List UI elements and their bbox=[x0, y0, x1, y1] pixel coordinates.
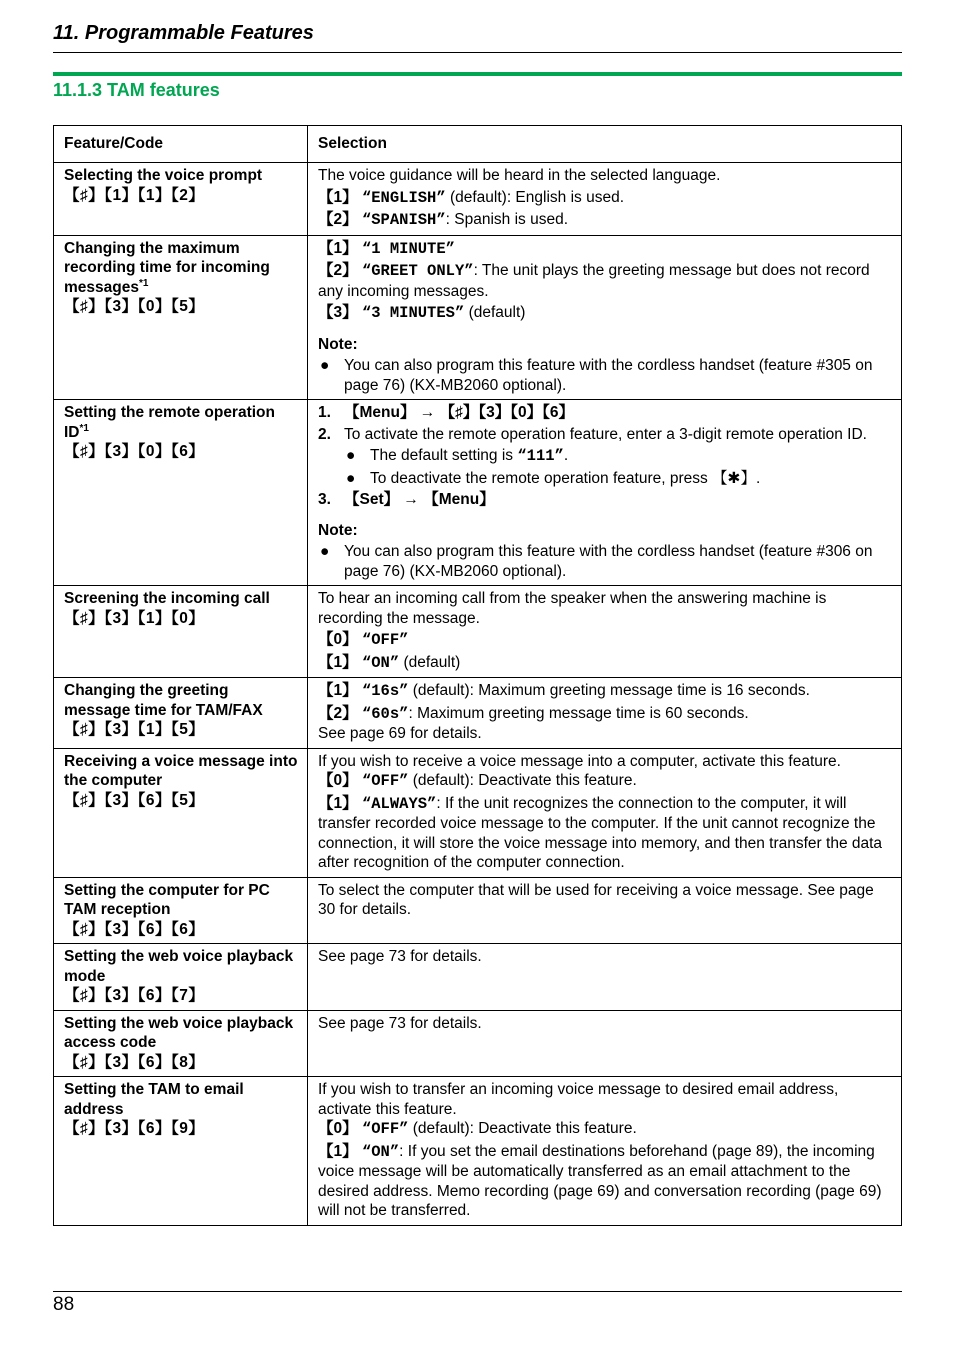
feature-name: Setting the TAM to email address bbox=[64, 1081, 244, 1118]
feature-code: 【♯】【3】【6】【6】 bbox=[64, 920, 205, 938]
step-1: 1. 【Menu】 → 【♯】【3】【0】【6】 bbox=[318, 404, 574, 421]
selection-cell bbox=[308, 944, 902, 1011]
feature-code: 【♯】【3】【0】【5】 bbox=[64, 298, 205, 315]
selection-option: 【0】 “OFF” (default): Deactivate this feature. bbox=[318, 1120, 637, 1138]
footnote-marker: *1 bbox=[79, 422, 89, 434]
bullet-icon: ● bbox=[320, 357, 330, 374]
selection-option: 【3】 “3 MINUTES” (default) bbox=[318, 304, 526, 322]
selection-option: 【1】 “ON”: If you set the email destinations beforehand (page 89), the incoming voice message will be automatically transferred as an email attachment to the desired address. Memo recording (page 69) and conversation recording (page 69) will not be transferred. bbox=[318, 1142, 882, 1219]
selection-line: See page 69 for details. bbox=[318, 725, 482, 742]
selection-option: 【1】 “ALWAYS”: If the unit recognizes the connection to the computer, it will transfer recorded voice message to the computer. If the unit cannot recognize the connection, it will store the voice message into memory, and then transfer the data after recognition of the computer connection. bbox=[318, 794, 883, 871]
bullet-icon: ● bbox=[346, 447, 356, 464]
feature-cell bbox=[54, 1010, 308, 1077]
feature-cell bbox=[54, 235, 308, 400]
selection-cell bbox=[308, 586, 902, 678]
table-row bbox=[54, 235, 902, 400]
feature-name: Setting the web voice playback mode bbox=[64, 948, 294, 985]
selection-line: To select the computer that will be used for receiving a voice message. See page 30 for details. bbox=[318, 881, 874, 918]
feature-name: Selecting the voice prompt bbox=[64, 167, 263, 184]
step-2-bullet: ● To deactivate the remote operation feature, press 【✱】. bbox=[346, 469, 761, 487]
step-3: 3. 【Set】 → 【Menu】 bbox=[318, 491, 495, 508]
note-item: ● You can also program this feature with the cordless handset (feature #305 on page 76) (KX-MB2060 optional). bbox=[320, 357, 873, 394]
feature-name: Screening the incoming call bbox=[64, 590, 270, 607]
column-header-feature: Feature/Code bbox=[54, 126, 308, 163]
feature-cell bbox=[54, 877, 308, 944]
selection-option: 【2】 “SPANISH”: Spanish is used. bbox=[318, 211, 569, 229]
selection-option: 【0】 “OFF” (default): Deactivate this feature. bbox=[318, 772, 637, 790]
selection-option: 【2】 “GREET ONLY”: The unit plays the greeting message but does not record any incoming messages. bbox=[318, 262, 870, 300]
feature-code: 【♯】【3】【1】【5】 bbox=[64, 721, 205, 738]
selection-line: If you wish to transfer an incoming voice message to desired email address, activate this feature. bbox=[318, 1081, 839, 1118]
selection-cell bbox=[308, 877, 902, 944]
selection-cell bbox=[308, 1077, 902, 1226]
table-row bbox=[54, 1077, 902, 1226]
selection-option: 【1】 “1 MINUTE” bbox=[318, 239, 455, 258]
table-row bbox=[54, 163, 902, 236]
feature-code: 【♯】【3】【6】【9】 bbox=[64, 1120, 205, 1137]
page-number: 88 bbox=[53, 1294, 75, 1315]
feature-cell bbox=[54, 586, 308, 678]
feature-name: Setting the computer for PC TAM reception bbox=[64, 881, 270, 918]
selection-option: 【1】 “16s” (default): Maximum greeting message time is 16 seconds. bbox=[318, 682, 810, 700]
selection-option: 【0】 “OFF” bbox=[318, 631, 409, 649]
selection-cell bbox=[308, 235, 902, 400]
selection-option: 【1】 “ENGLISH” (default): English is used. bbox=[318, 188, 624, 207]
step-2: 2. To activate the remote operation feature, enter a 3-digit remote operation ID. bbox=[318, 425, 867, 443]
table-row bbox=[54, 1010, 902, 1077]
feature-name: Setting the remote operation ID bbox=[64, 404, 275, 441]
selection-option: 【1】 “ON” (default) bbox=[318, 653, 461, 672]
selection-cell bbox=[308, 748, 902, 877]
selection-line: To hear an incoming call from the speaker when the answering machine is recording the message. bbox=[318, 590, 827, 627]
feature-code: 【♯】【3】【6】【7】 bbox=[64, 987, 205, 1004]
selection-cell bbox=[308, 1010, 902, 1077]
bullet-icon: ● bbox=[346, 469, 356, 487]
selection-line: See page 73 for details. bbox=[318, 948, 482, 965]
selection-cell bbox=[308, 163, 902, 236]
feature-name: Setting the web voice playback access code bbox=[64, 1014, 294, 1051]
selection-cell bbox=[308, 400, 902, 586]
header-divider bbox=[53, 52, 902, 53]
selection-line: If you wish to receive a voice message into a computer, activate this feature. bbox=[318, 752, 841, 770]
table-row bbox=[54, 678, 902, 749]
feature-code: 【♯】【3】【6】【8】 bbox=[64, 1053, 205, 1071]
selection-option: 【2】 “60s”: Maximum greeting message time is 60 seconds. bbox=[318, 704, 749, 723]
table-header-row bbox=[54, 126, 902, 163]
footer-divider bbox=[53, 1291, 902, 1292]
table-row bbox=[54, 586, 902, 678]
feature-cell bbox=[54, 678, 308, 749]
table-row bbox=[54, 944, 902, 1011]
step-2-bullet: ● The default setting is “111”. bbox=[346, 447, 569, 465]
feature-cell bbox=[54, 163, 308, 236]
feature-cell bbox=[54, 748, 308, 877]
feature-code: 【♯】【3】【6】【5】 bbox=[64, 791, 205, 809]
selection-cell bbox=[308, 678, 902, 749]
table-row bbox=[54, 748, 902, 877]
page-header-title: 11. Programmable Features bbox=[53, 22, 314, 44]
feature-cell bbox=[54, 944, 308, 1011]
selection-line: See page 73 for details. bbox=[318, 1014, 482, 1032]
table-row bbox=[54, 877, 902, 944]
table-row bbox=[54, 400, 902, 586]
feature-cell bbox=[54, 400, 308, 586]
feature-cell bbox=[54, 1077, 308, 1226]
note-label: Note: bbox=[318, 521, 358, 539]
feature-name: Changing the maximum recording time for incoming messages bbox=[64, 239, 270, 296]
feature-code: 【♯】【3】【1】【0】 bbox=[64, 609, 205, 627]
section-accent-bar bbox=[53, 72, 902, 76]
feature-code: 【♯】【1】【1】【2】 bbox=[64, 186, 205, 204]
footnote-marker: *1 bbox=[138, 277, 149, 289]
bullet-icon: ● bbox=[320, 543, 330, 560]
feature-code: 【♯】【3】【0】【6】 bbox=[64, 443, 205, 460]
section-title: 11.1.3 TAM features bbox=[53, 80, 220, 100]
note-label: Note: bbox=[318, 335, 358, 353]
feature-name: Receiving a voice message into the computer bbox=[64, 752, 298, 789]
tam-features-table bbox=[53, 125, 902, 1226]
note-item: ● You can also program this feature with the cordless handset (feature #306 on page 76) (KX-MB2060 optional). bbox=[320, 543, 873, 580]
selection-line: The voice guidance will be heard in the selected language. bbox=[318, 167, 721, 184]
column-header-selection: Selection bbox=[308, 126, 902, 163]
feature-name: Changing the greeting message time for TAM/FAX bbox=[64, 682, 263, 719]
